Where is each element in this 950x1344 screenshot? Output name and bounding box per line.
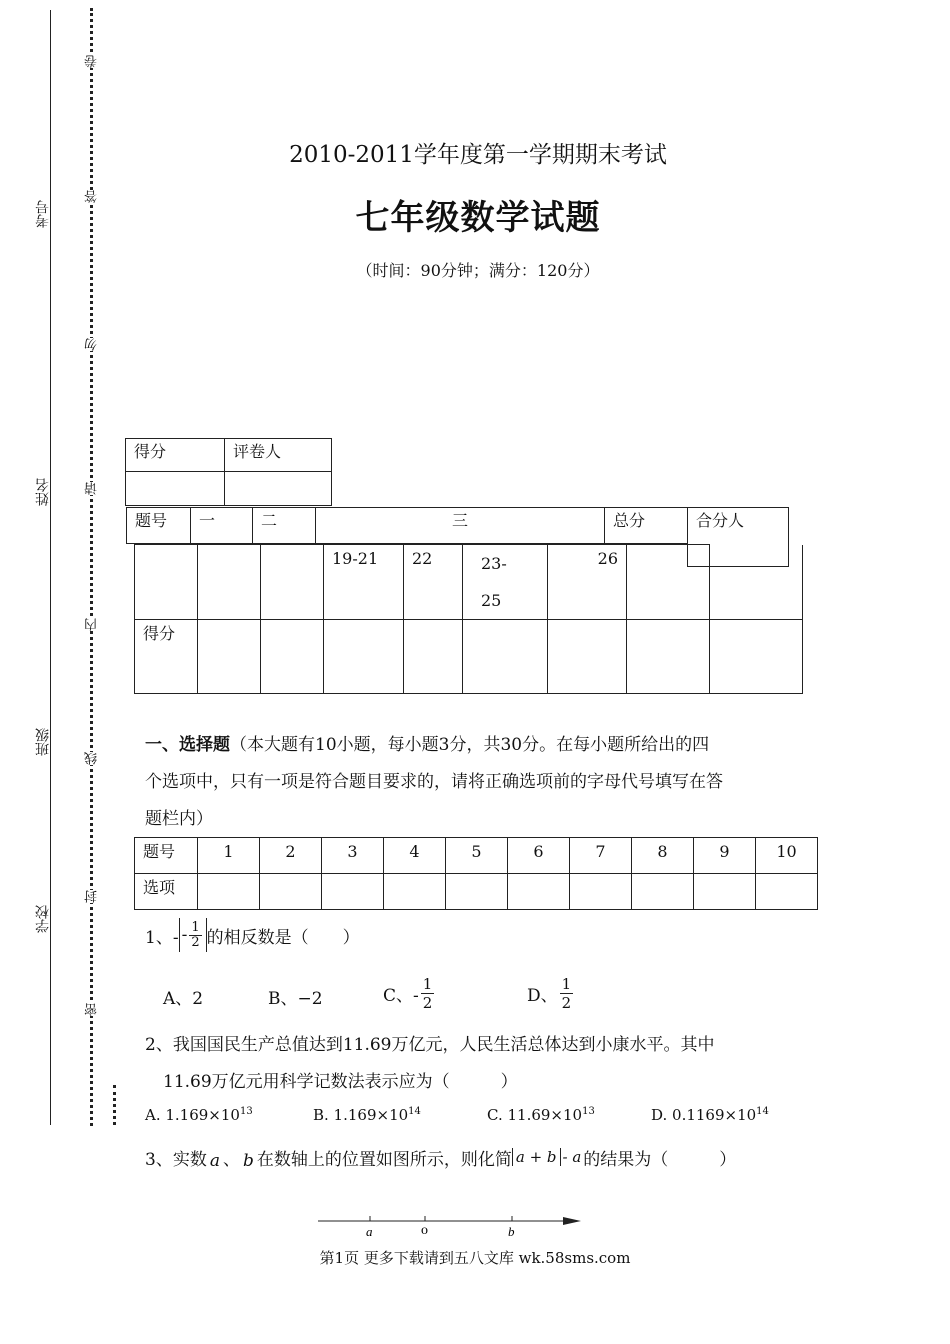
q1-option-a: A、2 <box>163 989 204 1009</box>
answer-header-3: 3 <box>322 838 384 874</box>
page-footer: 第1页 更多下载请到五八文库 wk.58sms.com <box>319 1249 631 1267</box>
answer-cell[interactable] <box>694 874 756 910</box>
score-cell[interactable] <box>710 620 803 694</box>
answer-header-1: 1 <box>198 838 260 874</box>
fraction: $\frac{1}{2}$ <box>191 919 200 950</box>
score-cell[interactable] <box>404 620 463 694</box>
score-sub-23-25: 23- 25 <box>463 545 548 620</box>
score-sub-22: 22 <box>404 545 463 620</box>
grader-box <box>125 438 332 506</box>
q1-option-d: D、 $\frac{1}{2}$ <box>527 975 572 1012</box>
answer-cell[interactable] <box>632 874 694 910</box>
answer-header-2: 2 <box>260 838 322 874</box>
answer-cell[interactable] <box>570 874 632 910</box>
answer-cell[interactable] <box>198 874 260 910</box>
score-cell[interactable] <box>627 620 710 694</box>
score-sub-empty <box>627 545 710 620</box>
seal-char-7: 封 <box>85 890 100 903</box>
question-1: 1、- - $\frac{1}{2}$ 的相反数是（ ） <box>145 918 360 952</box>
answer-table <box>134 837 818 910</box>
numberline-a: a <box>366 1224 373 1239</box>
score-sub-empty <box>198 545 261 620</box>
grader-label: 评卷人 <box>225 439 332 472</box>
answer-header-9: 9 <box>694 838 756 874</box>
score-col-3: 三 <box>316 508 605 544</box>
section1-line3: 题栏内） <box>145 809 213 829</box>
seal-char-4: 请 <box>85 482 100 495</box>
score-sub-empty <box>135 545 198 620</box>
answer-header-8: 8 <box>632 838 694 874</box>
score-sub-empty <box>710 545 803 620</box>
sidebar-label-school: 学校 <box>35 905 51 933</box>
numberline-b: b <box>508 1224 515 1239</box>
seal-dotted-line-short <box>113 1085 116 1125</box>
seal-char-2: 答 <box>85 190 100 203</box>
q1-option-c: C、- $\frac{1}{2}$ <box>383 975 433 1012</box>
exam-subtitle: 2010-2011学年度第一学期期末考试 <box>289 142 667 168</box>
answer-header-10: 10 <box>756 838 818 874</box>
answer-cell[interactable] <box>384 874 446 910</box>
question-2-line1: 2、我国国民生产总值达到11.69万亿元，人民生活总体达到小康水平。其中 <box>145 1035 715 1055</box>
question-3: 3、实数 a 、 b 在数轴上的位置如图所示，则化简 a + b - a 的结果为（ ） <box>145 1148 737 1171</box>
score-col-2: 二 <box>253 508 316 544</box>
section1-line1: 一、选择题（本大题有10小题，每小题3分，共30分。在每小题所给出的四 <box>145 735 710 755</box>
answer-header-6: 6 <box>508 838 570 874</box>
score-cell[interactable] <box>261 620 324 694</box>
score-checker-label: 合分人 <box>687 507 789 567</box>
answer-cell[interactable] <box>322 874 384 910</box>
score-cell[interactable] <box>198 620 261 694</box>
section1-title: 一、选择题 <box>145 735 230 755</box>
seal-char-8: 密 <box>85 1003 100 1016</box>
exam-info: （时间：90分钟；满分：120分） <box>356 261 600 280</box>
abs-expression: a + b <box>512 1148 561 1166</box>
section1-line2: 个选项中，只有一项是符合题目要求的，请将正确选项前的字母代号填写在答 <box>145 772 723 792</box>
q1-option-b: B、−2 <box>268 989 323 1009</box>
var-a: a <box>209 1151 220 1171</box>
binding-line <box>50 10 51 1125</box>
var-b: b <box>242 1151 254 1171</box>
score-qnum-label: 题号 <box>127 508 191 544</box>
sidebar-label-class: 班级 <box>35 728 51 756</box>
score-cell[interactable] <box>324 620 404 694</box>
number-line <box>315 1205 585 1245</box>
sidebar-label-exam-no: 考号 <box>35 200 51 228</box>
sidebar-label-name: 姓名 <box>35 478 51 506</box>
abs-bar: - $\frac{1}{2}$ <box>179 918 207 952</box>
seal-char-1: 卷 <box>85 55 100 68</box>
answer-header-label: 题号 <box>135 838 198 874</box>
seal-char-3: 勿 <box>85 338 100 351</box>
answer-cell[interactable] <box>260 874 322 910</box>
score-cell[interactable] <box>463 620 548 694</box>
answer-cell[interactable] <box>756 874 818 910</box>
score-sub-26: 26 <box>548 545 627 620</box>
exam-title: 七年级数学试题 <box>355 198 601 238</box>
q2-option-d: D. $0.1169\times 10^{14}$ <box>651 1106 769 1124</box>
score-table-body <box>134 544 803 694</box>
seal-char-6: 线 <box>85 752 100 765</box>
score-sub-empty <box>261 545 324 620</box>
grader-name-cell[interactable] <box>225 472 332 506</box>
numberline-o: o <box>421 1223 428 1238</box>
answer-row-label: 选项 <box>135 874 198 910</box>
score-col-1: 一 <box>191 508 253 544</box>
score-total-label: 总分 <box>605 508 688 544</box>
score-sub-19-21: 19-21 <box>324 545 404 620</box>
seal-char-5: 内 <box>85 618 100 631</box>
q2-option-a: A. $1.169\times 10^{13}$ <box>145 1106 253 1124</box>
answer-cell[interactable] <box>508 874 570 910</box>
score-cell[interactable] <box>548 620 627 694</box>
seal-dotted-line <box>90 8 93 1126</box>
q2-option-c: C. $11.69\times 10^{13}$ <box>487 1106 595 1124</box>
score-row-label: 得分 <box>135 620 198 694</box>
grader-score-cell[interactable] <box>126 472 225 506</box>
grader-score-label: 得分 <box>126 439 225 472</box>
answer-header-4: 4 <box>384 838 446 874</box>
answer-cell[interactable] <box>446 874 508 910</box>
answer-header-5: 5 <box>446 838 508 874</box>
q2-option-b: B. $1.169\times 10^{14}$ <box>313 1106 421 1124</box>
question-2-line2: 11.69万亿元用科学记数法表示应为（ ） <box>163 1072 518 1092</box>
score-table-header <box>126 507 688 544</box>
answer-header-7: 7 <box>570 838 632 874</box>
